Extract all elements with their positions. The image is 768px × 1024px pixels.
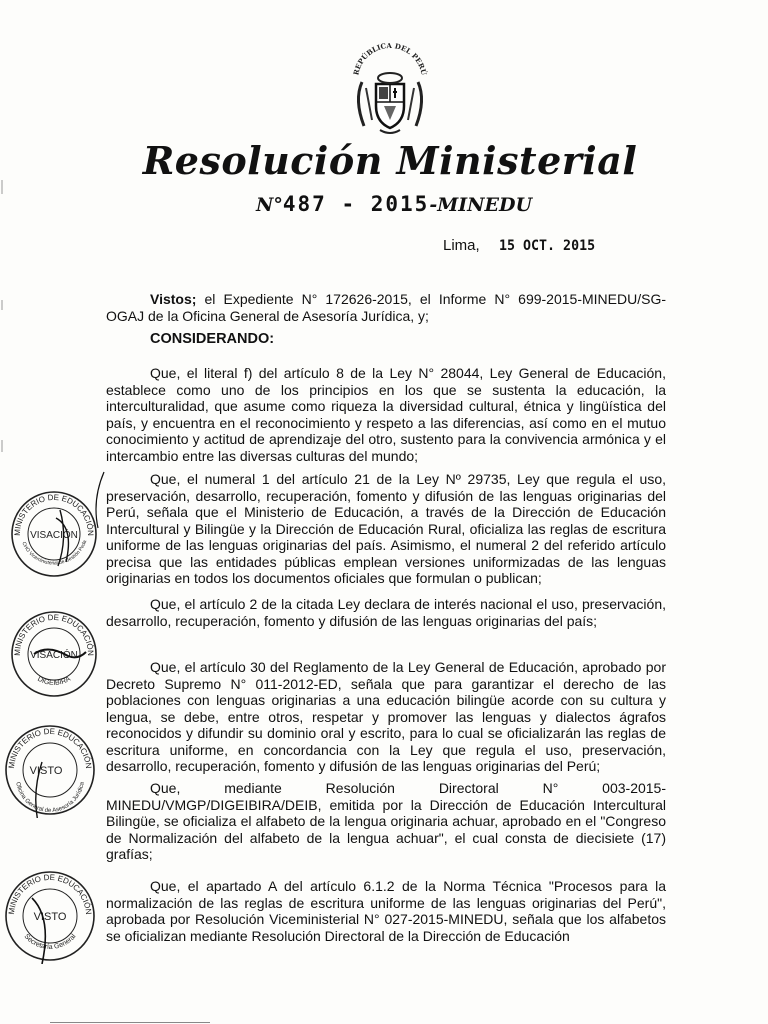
vistos-text: el Expediente N° 172626-2015, el Informe N° 699-2015-MINEDU/SG-OGAJ de la Oficina General de Asesoría Jurídica, y;: [106, 291, 666, 324]
paragraph-2: Que, el numeral 1 del artículo 21 de la Ley Nº 29735, Ley que regula el uso, preservación, desarrollo, recuperación, fomento y difusión de las lenguas originarias del Perú, señala que el Ministerio de Educación, a través de la Dirección de Educación Intercultural y Bilingüe y la Dirección de Educación Rural, oficializa las reglas de escritura uniforme de las lenguas originarias del país. Asimismo, el numeral 2 del referido artículo precisa que las entidades públicas emplean versiones uniformizadas de las lenguas originarias en todos los documentos oficiales que formulan o publican;: [106, 471, 666, 586]
coat-of-arms-icon: [340, 40, 440, 140]
stamp-1-center: VISACIÓN: [30, 530, 78, 541]
visto-stamp-1: [2, 722, 98, 818]
paragraph-6: Que, el apartado A del artículo 6.1.2 de la Norma Técnica "Procesos para la normalización de las reglas de escritura uniforme de las lenguas originarias del Perú", aprobada por Resolución Viceministerial N° 027-2015-MINEDU, señala que los alfabetos se oficializan mediante Resolución Directoral de la Dirección de Educación: [106, 878, 666, 944]
svg-text:REPÚBLICA DEL PERÚ: REPÚBLICA DEL PERÚ: [351, 40, 429, 77]
paragraph-5: Que, mediante Resolución Directoral N° 003-2015-MINEDU/VMGP/DIGEIBIRA/DEIB, emitida por la Dirección de Educación Intercultural Bilingüe, se oficializa el alfabeto de la lengua originaria achuar, aprobado en el "Congreso de Normalización del alfabeto de la lengua achuar", el cual consta de diecisiete (17) grafías;: [106, 780, 666, 862]
paragraph-1: Que, el literal f) del artículo 8 de la Ley N° 28044, Ley General de Educación, establece como uno de los principios en los que se sustenta la educación, la interculturalidad, que asume como riqueza la diversidad cultural, étnica y lingüística del país, y encuentra en el reconocimiento y respeto a las diferencias, así como en el mutuo conocimiento y actitud de aprendizaje del otro, sustento para la convivencia armónica y el intercambio entre las diversas culturas del mundo;: [106, 365, 666, 464]
stamp-4-ring: MINISTERIO DE EDUCACIÓN: [6, 872, 94, 916]
visto-stamp-2: [2, 868, 98, 964]
vistos-lead: Vistos;: [150, 291, 197, 307]
number-suffix: -MINEDU: [429, 194, 533, 216]
stamp-4-center: VISTO: [33, 911, 67, 923]
paragraph-4: Que, el artículo 30 del Reglamento de la Ley General de Educación, aprobado por Decreto Supremo N° 011-2012-ED, señala que para garantizar el derecho de las poblaciones con lenguas originarias a una educación bilingüe acorde con su cultura y lengua, se debe, entre otros, respetar y promover las lenguas y dialectos ágrafos reconocidos y difundir su dominio oral y escrito, para lo cual se oficializarán las reglas de escritura uniforme, en concordancia con la Ley que regula el uso, preservación, desarrollo, recuperación, fomento y difusión de las lenguas originarias del Perú;: [106, 659, 666, 774]
stamp-1-bottom: CHO Viceministerial de Gestión Peda: [20, 539, 89, 567]
stamp-2-center: VISACIÓN: [30, 650, 78, 661]
signature-stroke: [88, 470, 108, 535]
svg-text:MINISTERIO DE EDUCACIÓN: [7, 873, 93, 915]
considerando-heading: CONSIDERANDO:: [150, 331, 275, 347]
margin-dots: [0, 180, 8, 485]
visacion-stamp-2: [8, 608, 100, 700]
svg-text:DIGEIBIRA: [36, 676, 72, 687]
resolution-number: [256, 192, 532, 217]
stamp-2-ring: MINISTERIO DE EDUCACIÓN: [12, 612, 96, 656]
stamp-4-bottom: Secretaría General: [22, 933, 78, 951]
visacion-stamp-1: [8, 488, 100, 580]
paragraph-3: Que, el artículo 2 de la citada Ley declara de interés nacional el uso, preservación, desarrollo, recuperación, fomento y difusión de las lenguas originarias del país;: [106, 596, 666, 629]
date-stamp: 15 OCT. 2015: [499, 238, 596, 254]
svg-text:MINISTERIO DE EDUCACIÓN: [7, 727, 93, 769]
stamp-3-center: VISTO: [29, 765, 63, 777]
document-title: Resolución Ministerial: [142, 138, 638, 183]
stamp-1-ring: MINISTERIO DE EDUCACIÓN: [12, 492, 96, 536]
number-value: 487 - 2015: [282, 192, 430, 216]
place-label: Lima,: [443, 237, 480, 254]
stamp-2-bottom: DIGEIBIRA: [36, 675, 72, 687]
stamp-3-bottom: Oficina General de Asesoría Jurídica: [14, 781, 86, 815]
svg-text:Oficina General de Asesoría Ju: [14, 781, 86, 814]
number-prefix: N°: [256, 194, 283, 216]
stamp-3-ring: MINISTERIO DE EDUCACIÓN: [6, 726, 94, 770]
vistos-paragraph: [106, 291, 666, 324]
bottom-rule: [50, 1022, 210, 1023]
